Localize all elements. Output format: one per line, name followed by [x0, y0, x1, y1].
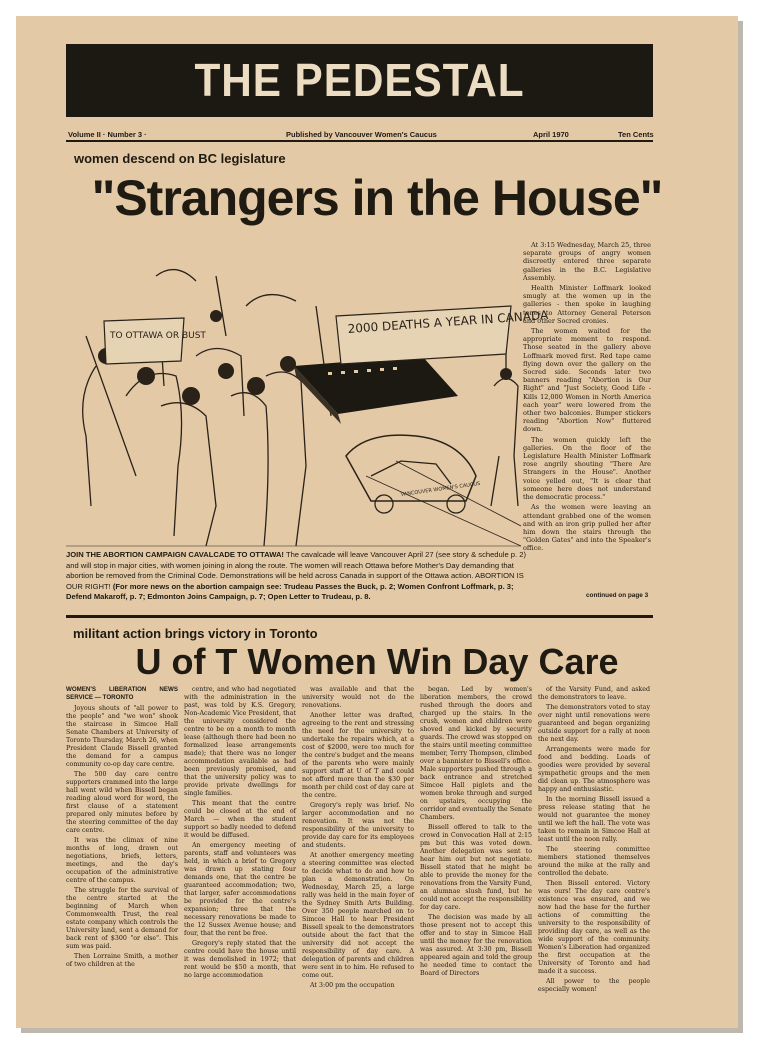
masthead: [66, 44, 653, 117]
column-paragraph: At another emergency meeting a steering committee was elected to decide what to do and how to plan a demonstration. On Wednesday, March 25, a large rally was held in the main foyer of the Sydney Smith Arts Building. Over 350 people marched on to Simcoe Hall to hear President Bissell speak to the demonstrators outside about the fact that the university did not accept the responsibility of day care. A delegation of parents and children were sent in to him. He refused to come out.: [302, 852, 414, 979]
side-paragraph: The women quickly left the galleries. On the floor of the Legislature Health Minister Loffmark rose angrily shouting "There Are Strangers in the House". Another voice yelled out, "It is clear that someone here does not understand the democratic process.": [523, 435, 651, 502]
column-paragraph: Joyous shouts of "all power to the people" and "we won" shook the staircase in Simcoe Hall Senate Chambers at University of Toronto Thursday, March 26, when President Claude Bissell granted the demand for a campus community co-op day care centre.: [66, 705, 178, 768]
column-paragraph: Gregory's reply stated that the centre could have the house until it was demolished in 1972; that rent would be $50 a month, that no large accommodation: [184, 940, 296, 979]
issue-rule: [66, 140, 653, 142]
sign-text: TO OTTAWA OR BUST: [110, 331, 206, 341]
column-paragraph: Bissell offered to talk to the crowd in Convocation Hall at 2:15 pm but this was voted down. Another delegation was sent to hear him out but not negotiate. Bissell stated that he might be able to provide the money for the renovations from the Varsity Fund, an alumnae slush fund, but he could not accept the responsibility for day care.: [420, 824, 532, 911]
column-paragraph: The decision was made by all those present not to accept this offer and to stay in Simcoe Hall until the money for the renovation was assured. At 3:30 pm, Bissell appeared again and told the group he needed time to contact the Board of Directors: [420, 914, 532, 977]
column-paragraph: was available and that the university would not do the renovations.: [302, 686, 414, 709]
caption-body: The cavalcade will leave Vancouver April 27 (see story & schedule p. 2) and will stop in major cities, with women joining in along the route. The women will reach Ottawa before Mother's Day demanding that abortion be removed from the Criminal Code. Demonstrations will be held across Canada in support of the Ottawa action. ABORTION IS OUR RIGHT!: [66, 550, 526, 591]
banner-text: 2000 DEATHS A YEAR IN CANADA: [347, 308, 549, 336]
column-paragraph: The struggle for the survival of the centre started at the beginning of March when Commonwealth Trust, the real estate company which controls the University land, sent a demand for back rent of $300 "or else". This sum was paid.: [66, 887, 178, 950]
column-paragraph: Gregory's reply was brief. No larger accommodation and no renovation. It was not the responsibility of the university to provide day care for its employees and students.: [302, 802, 414, 849]
issue-publisher: Published by Vancouver Women's Caucus: [286, 130, 437, 139]
column-paragraph: Then Lorraine Smith, a mother of two children at the: [66, 953, 178, 968]
story1-headline: "Strangers in the House": [91, 170, 663, 226]
side-paragraph: At 3:15 Wednesday, March 25, three separate groups of angry women discreetly entered three separate galleries in the B.C. Legislative Assembly.: [523, 241, 651, 282]
side-paragraph: As the women were leaving an attendant grabbed one of the women and with an iron grip pulled her after him down the stairs through the "Golden Gates" and into the Speaker's office.: [523, 503, 651, 553]
illustration-caption: [66, 550, 536, 603]
story2-column-3: [302, 686, 414, 1038]
side-paragraph: The women waited for the appropriate moment to respond. Those seated in the gallery above Loffmark moved first. Red tape came flying down over the gallery on the Socred side. Seconds later two banners reading "Abortion is Our Right" and "Just Society, Good Life - Kills 12,000 Women in North America each year" were lowered from the other two balconies. Bumper stickers reading "Abortion Now" fluttered down.: [523, 327, 651, 434]
story1-side-column: [523, 241, 651, 555]
column-paragraph: At 3:00 pm the occupation: [310, 982, 395, 989]
newspaper-page: [16, 16, 738, 1028]
story2-headline: U of T Women Win Day Care: [135, 641, 619, 682]
story2-kicker: militant action brings victory in Toronto: [73, 626, 318, 641]
issue-volume: Volume II · Number 3 ·: [68, 130, 147, 139]
column-paragraph: All power to the people especially women!: [538, 978, 650, 993]
story2-byline: WOMEN'S LIBERATION NEWS SERVICE — TORONTO: [66, 686, 178, 701]
side-paragraph: Health Minister Loffmark looked smugly at the women up in the galleries - then spoke in laughing tones to Attorney General Peterson and other Socred cronies.: [523, 284, 651, 325]
column-paragraph: This meant that the centre could be closed at the end of March — when the student support so badly needed to defend it would be diffused.: [184, 800, 296, 839]
caption-lead: JOIN THE ABORTION CAMPAIGN CAVALCADE TO OTTAWA!: [66, 550, 284, 559]
column-paragraph: In the morning Bissell issued a press release stating that he would not guarantee the money until we left the hall. The vote was taken to remain in Simcoe Hall at least until the noon rally.: [538, 796, 650, 843]
cavalcade-illustration: [66, 246, 549, 556]
masthead-title: THE PEDESTAL: [194, 54, 525, 106]
issue-date: April 1970: [533, 130, 569, 139]
column-paragraph: It was the climax of nine months of long, drawn out negotiations, briefs, letters, meetings, and the day's occupation of the administrative centre of the campus.: [66, 837, 178, 884]
continued-note: continued on page 3: [586, 592, 649, 599]
story2-column-2: [184, 686, 296, 1038]
column-paragraph: Then Bissell entered. Victory was ours! The day care centre's existence was ensured, and we now had the base for the further actions of committing the university to the responsibility of providing day care, as well as the wide support of the community. Women's Liberation had organized the first occupation at the University of Toronto and had made it a success.: [538, 880, 650, 975]
column-paragraph: of the Varsity Fund, and asked the demonstrators to leave.: [538, 686, 650, 701]
story2-column-1: [66, 686, 178, 1038]
column-paragraph: The demonstrators voted to stay over night until renovations were guaranteed and began organizing outside support for a rally at noon the next day.: [538, 704, 650, 743]
story1-kicker: women descend on BC legislature: [74, 151, 286, 166]
column-paragraph: The 500 day care centre supporters crammed into the large hall went wild when Bissell began reading aloud word for word, the first clause of a statement prepared only minutes before by the steering committee of the day care centre.: [66, 771, 178, 834]
issue-price: Ten Cents: [618, 130, 654, 139]
column-paragraph: began. Led by women's liberation members, the crowd rushed through the doors and charged up the stairs. In the crush, women and children were shoved and kicked by security guards. The crowd was stopped on the stairs until meeting committee member, Terry Thompson, climbed over a bannister to Bissell's office. Male supporters pushed through a back entrance and stretched Simcoe Hall piglets and the women broke through and surged on upstairs, occupying the corridor and eventually the Senate Chambers.: [420, 686, 532, 821]
section-rule: [66, 615, 653, 618]
caption-more: (For more news on the abortion campaign see: Trudeau Passes the Buck, p. 2; Women Confront Loffmark, p. 3; Defend Makaroff, p. 7; Edmonton Joins Campaign, p. 7; Open Letter to Trudeau, p. 8.: [66, 581, 514, 601]
story2-column-5: [538, 686, 650, 1038]
column-paragraph: The steering committee members stationed themselves around the mike at the rally and controlled the debate.: [538, 846, 650, 877]
column-paragraph: centre, and who had negotiated with the administration in the past, was told by K.S. Gregory, Non-Academic Vice President, that the university considered the centre to be on a month to month lease (although there had been no formalized lease arrangements made); that there was no longer accommodation available as had been previously promised, and that the university policy was to provide private dwellings for single families.: [184, 686, 296, 797]
column-paragraph: An emergency meeting of parents, staff and volunteers was held, in which a brief to Gregory was drawn up stating four demands one, that the centre be guaranteed accommodation; two, that larger, safer accommodations be provided for the centre's expansion; three that the necessary renovations be made to the 12 Sussex Avenue house; and four, that the rent be free.: [184, 842, 296, 937]
column-paragraph: Arrangements were made for food and bedding. Loads of goodies were provided by several sympathetic groups and the men did clean up. The atmosphere was happy and enthusiastic.: [538, 746, 650, 793]
column-paragraph: Another letter was drafted, agreeing to the rent and stressing the need for the university to undertake the repairs which, at a cost of $2000, were too much for the centre's budget and the means of the parents who were mainly support staff at U of T and could not afford more than the $30 per month per child cost of day care at the centre.: [302, 712, 414, 799]
story2-column-4: [420, 686, 532, 1038]
car-plate-text: VANCOUVER WOMEN'S CAUCUS: [400, 480, 481, 498]
